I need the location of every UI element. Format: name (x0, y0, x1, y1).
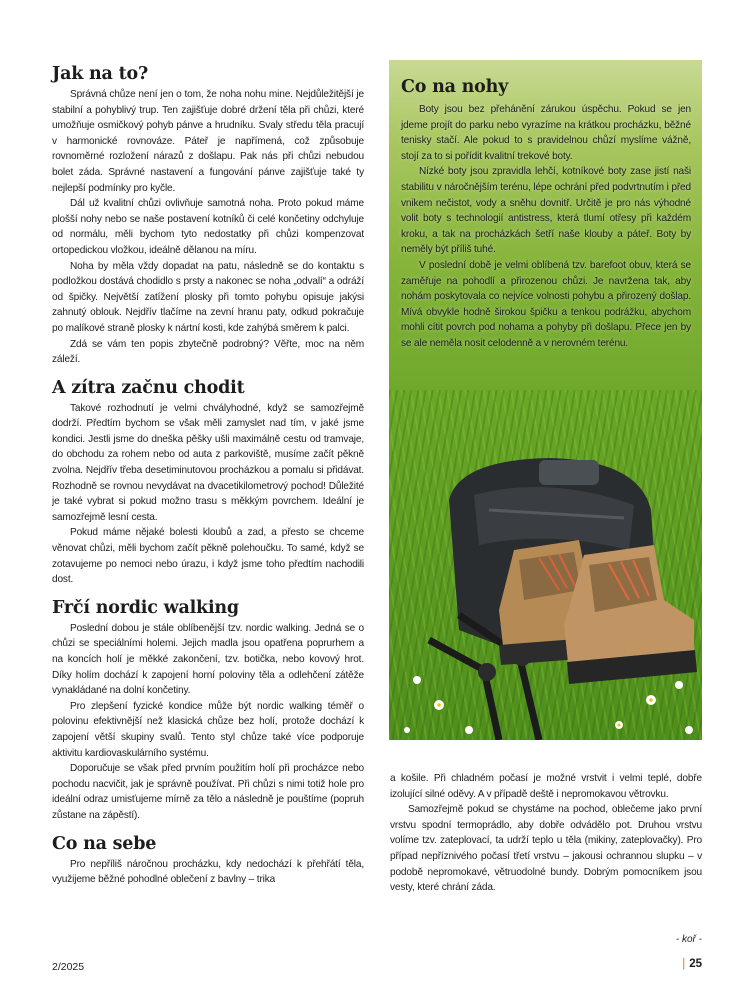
paragraph: Samozřejmě pokud se chystáme na pochod, oblečeme jako první vrstvu spodní termoprádlo, aby dobře odvádělo pot. Druhou vrstvu volíme tzv. zateplovací, ta udrží teplo u těla (mikiny, zateplovačky). Pro případ nepříznivého počasí třetí vrstvu – jakousi ochrannou slupku – v podobě nepromokavé, větruodolné bundy. Dobrým pomocníkem jsou vesty, které chrání záda. (390, 804, 702, 894)
pole-grip (478, 663, 496, 681)
paragraph: Zdá se vám ten popis zbytečně podrobný? Věřte, moc na něm záleží. (52, 338, 364, 366)
backpack-mesh (539, 460, 599, 485)
paragraph: Správná chůze není jen o tom, že noha nohu mine. Nejdůležitější je stabilní a pohyblivý trup. Ten zajišťuje dobré držení těla při chůzi, které umožňuje osmičkový pohyb pánve a hrudníku. Svaly středu těla pracují v harmonické rovnováze. Páteř je napřímená, což způsobuje rovnoměrné rozložení nárazů z došlapu. Pak nás při chůzi nebudou bolet záda. Správné nastavení a fungování pánve zajišťuje také ty nejlepší podmínky pro kyčle. (52, 89, 364, 194)
section-heading-a-zitra-zacnu-chodit: A zítra začnu chodit (52, 377, 245, 398)
page-number: 25 (689, 958, 702, 970)
hiking-boots-illustration (389, 440, 702, 740)
paragraph: Nízké boty jsou zpravidla lehčí, kotníkové boty zase jistí naši stabilitu v náročnějším terénu, lépe ochrání před podvrtnutím i před vnikem nečistot, vody a sněhu dovnitř. Určitě je pro nás výhodné volit boty s technologií antistress, která tlumí otřesy při každém kroku, a tak na procházkách šetří naše klouby a páteř. Boty by neměly být příliš tuhé. (401, 166, 691, 256)
left-column (52, 60, 364, 888)
paragraph: V poslední době je velmi oblíbená tzv. barefoot obuv, která se zaměřuje na pohodlí a přirozenou chůzi. Je navržena tak, aby nohám poskytovala co nejvíce volnosti pohybu a přirozený došlap. Mívá obvykle hodně širokou špičku a tenkou podrážku, abychom mohli cítit povrch pod nohama a pohyby při došlapu. Přece jen by se ale neměla nosit celodenně a v nerovném terénu. (401, 259, 691, 349)
section-heading-co-na-sebe: Co na sebe (52, 833, 157, 854)
daisies (404, 676, 693, 734)
sidebar-co-na-nohy (401, 76, 691, 352)
paragraph: Boty jsou bez přehánění zárukou úspěchu. Pokud se jen jdeme projít do parku nebo vyrazíme na krátkou procházku, běžné tenisky stačí. Ale pokud to s pravidelnou chůzí myslíme vážně, stojí za to si pořídit kvalitní trekové boty. (401, 104, 691, 162)
paragraph: Doporučuje se však před prvním použitím holí při procházce nebo pochodu nacvičit, jak je správně používat. Při chůzi s nimi totiž hole pro ideální odraz umisťujeme mírně za tělo a následně je pouštíme (popruh zůstane na zápěstí). (52, 763, 364, 821)
paragraph: Pro zlepšení fyzické kondice může být nordic walking téměř o polovinu efektivnější než klasická chůze bez holí, protože dochází k zapojení větší skupiny svalů. Tento styl chůze také více podporuje aktivitu kardiovaskulárního systému. (52, 700, 364, 759)
paragraph: Takové rozhodnutí je velmi chvályhodné, když se samozřejmě dodrží. Předtím bychom se však měli zamyslet nad tím, v jaké jsme kondici. Jestli jsme do dneška pěšky ušli maximálně cestu od tramvaje, do obchodu za rohem nebo od auta z parkoviště, musíme začít pěkně zvolna. Nejdřív třeba desetiminutovou procházkou a pomalu si přidávat. Rozhodně se rovnou nevydávat na dvacetikilometrový pochod! Důležité je také vybrat si pokud možno trasu s měkkým povrchem. Ideální je samozřejmě lesní cesta. (52, 402, 364, 523)
boots-photo-box (389, 60, 702, 740)
section-heading-jak-na-to: Jak na to? (52, 64, 149, 84)
paragraph: Poslední dobou je stále oblíbenější tzv. nordic walking. Jedná se o chůzi se speciálními holemi. Jejich madla jsou opatřena poprurhem a na koncích holí je měkké zakončení, tzv. botička, nebo kovový hrot. Díky holím dochází k zapojení horní poloviny těla a odlehčení zátěže vynakládané na dolní končetiny. (52, 622, 364, 697)
paragraph: Dál už kvalitní chůzi ovlivňuje samotná noha. Proto pokud máme plošší nohy nebo se naše postavení kotníků či celé končetiny odchyluje od normálu, měli bychom tyto nedostatky při chůzi kompenzovat ortopedickou vložkou, ideálně dělanou na míru. (52, 198, 364, 256)
paragraph: Pokud máme nějaké bolesti kloubů a zad, a přesto se chceme věnovat chůzi, měli bychom začít pěkně polehoučku. To samé, když se zotavujeme po nemoci nebo úrazu, i když jsme toho předtím nachodili dost. (52, 527, 364, 586)
paragraph: Noha by měla vždy dopadat na patu, následně se do kontaktu s podložkou dostává chodidlo s prsty a nakonec se noha „odvalí“ a odráží od špičky. Největší zatížení plosky při tomto pohybu opisuje jakýsi zahnutý oblouk. Nejdřív tlačíme na zevní hranu paty, odkud pokračuje po malíkové straně plosky k nártní kosti, kde zahýbá směrem k palci. (52, 260, 364, 334)
paragraph: a košile. Při chladném počasí je možné vrstvit i velmi teplé, dobře izolující silné oděvy. A v případě deště i nepromokavou větrovku. (390, 773, 702, 800)
author-signature: - koř - (675, 934, 702, 945)
page-number-block (682, 958, 702, 970)
sidebar-heading: Co na nohy (401, 77, 509, 97)
issue-number: 2/2025 (52, 961, 85, 973)
nordic-pole-1 (429, 640, 499, 740)
page-separator: | (682, 958, 686, 970)
right-bottom-column (390, 771, 702, 896)
paragraph: Pro nepříliš náročnou procházku, kdy nedochází k přehřátí těla, využijeme běžné pohodlné oblečení z bavlny – trika (52, 858, 364, 886)
section-heading-frci-nordic-walking: Frčí nordic walking (52, 597, 239, 618)
